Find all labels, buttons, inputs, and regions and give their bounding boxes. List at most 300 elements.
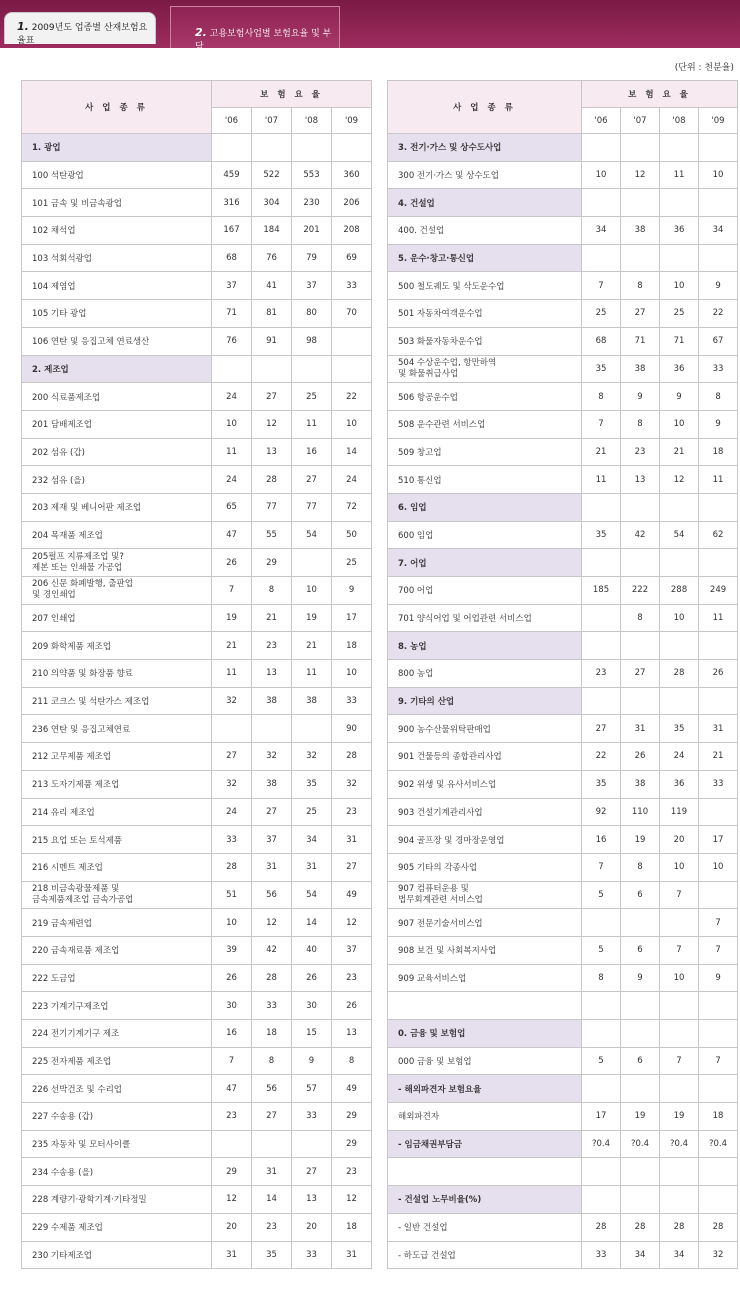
category-row [388, 1186, 738, 1214]
rate-cell [660, 549, 699, 577]
rate-cell: 10 [332, 660, 372, 688]
rate-cell: 31 [292, 853, 332, 881]
rate-cell: 288 [660, 577, 699, 605]
category-row [22, 355, 372, 383]
industry-name: 909 교육서비스업 [388, 964, 582, 992]
industry-name: 106 연탄 및 응집고체 연료생산 [22, 327, 212, 355]
rate-cell [621, 1020, 660, 1048]
rate-cell: 31 [332, 1241, 372, 1269]
table-row [22, 1186, 372, 1214]
rate-cell: 35 [582, 355, 621, 383]
rates-table-left [21, 80, 372, 1269]
rate-cell: 208 [332, 217, 372, 245]
table-row [22, 410, 372, 438]
rate-cell [582, 632, 621, 660]
rate-cell [582, 1158, 621, 1186]
table-row [388, 964, 738, 992]
rate-cell: 41 [252, 272, 292, 300]
industry-name: 224 전기기계기구 제조 [22, 1020, 212, 1048]
table-row [22, 1241, 372, 1269]
table-row [388, 383, 738, 411]
industry-name: 400. 건설업 [388, 217, 582, 245]
rate-cell: 24 [212, 798, 252, 826]
rate-cell: 33 [699, 355, 738, 383]
rate-cell: 26 [212, 549, 252, 577]
rate-cell [212, 1130, 252, 1158]
rate-cell: 8 [699, 383, 738, 411]
industry-name [388, 1158, 582, 1186]
rate-cell: 10 [582, 161, 621, 189]
rate-cell: 553 [292, 161, 332, 189]
table-row [388, 881, 738, 909]
rate-cell: 18 [332, 1213, 372, 1241]
rate-cell: 16 [582, 826, 621, 854]
table-row [388, 936, 738, 964]
rate-cell: 17 [582, 1103, 621, 1131]
rate-cell [621, 134, 660, 162]
rate-cell: 12 [252, 410, 292, 438]
rate-cell: 22 [582, 743, 621, 771]
category-name: - 건설업 노무비율(%) [388, 1186, 582, 1214]
rate-cell [699, 1075, 738, 1103]
table-row [22, 604, 372, 632]
rate-cell: 37 [332, 936, 372, 964]
rate-cell: 38 [621, 355, 660, 383]
rate-cell: 40 [292, 936, 332, 964]
rate-cell: 38 [621, 770, 660, 798]
industry-name: 203 제재 및 베니어판 제조업 [22, 493, 212, 521]
rate-cell: 7 [699, 936, 738, 964]
rate-cell: 54 [660, 521, 699, 549]
table-row [22, 438, 372, 466]
tab-employment-insurance[interactable] [170, 6, 340, 52]
rate-cell: 7 [212, 1047, 252, 1075]
rate-cell: 38 [292, 687, 332, 715]
rate-cell [582, 1075, 621, 1103]
rate-cell: 19 [212, 604, 252, 632]
category-row [22, 134, 372, 162]
industry-name: 904 골프장 및 경마장운영업 [388, 826, 582, 854]
industry-name: - 일반 건설업 [388, 1213, 582, 1241]
rate-cell: 47 [212, 1075, 252, 1103]
rate-cell: 32 [212, 770, 252, 798]
rate-cell: 23 [332, 1158, 372, 1186]
rates-table-right [387, 80, 738, 1269]
rate-cell: 37 [292, 272, 332, 300]
rate-cell: 19 [660, 1103, 699, 1131]
left-rows [22, 134, 372, 1269]
category-row [388, 189, 738, 217]
header-rate: 보 험 요 율 [582, 81, 738, 108]
rate-cell [582, 909, 621, 937]
rate-cell: 39 [212, 936, 252, 964]
industry-name-line2: 금속제품제조업 금속가공업 [32, 894, 134, 905]
rate-cell: 18 [699, 1103, 738, 1131]
rate-cell: 24 [212, 466, 252, 494]
rate-cell: 19 [292, 604, 332, 632]
category-row [388, 687, 738, 715]
industry-name: 102 채석업 [22, 217, 212, 245]
rate-cell [582, 493, 621, 521]
rate-cell: 25 [660, 300, 699, 328]
rate-cell: 33 [582, 1241, 621, 1269]
rate-cell: 18 [252, 1020, 292, 1048]
rate-cell [582, 992, 621, 1020]
rate-cell: 67 [699, 327, 738, 355]
rate-cell [660, 493, 699, 521]
industry-name: 226 선박건조 및 수리업 [22, 1075, 212, 1103]
rate-cell: 37 [212, 272, 252, 300]
rate-cell: 47 [212, 521, 252, 549]
table-row [22, 826, 372, 854]
industry-name: 해외파견자 [388, 1103, 582, 1131]
rate-cell: 26 [332, 992, 372, 1020]
industry-name [388, 992, 582, 1020]
rate-cell: 26 [621, 743, 660, 771]
industry-name: 232 섬유 (을) [22, 466, 212, 494]
table-row [22, 244, 372, 272]
rate-cell: 38 [252, 687, 292, 715]
rate-cell: 23 [212, 1103, 252, 1131]
table-row [388, 272, 738, 300]
rate-cell: 304 [252, 189, 292, 217]
industry-name: 506 항공운수업 [388, 383, 582, 411]
industry-name-line1: 907 컴퓨터운용 및 [398, 883, 469, 894]
rate-cell: 28 [660, 1213, 699, 1241]
header-year: '09 [699, 108, 738, 134]
industry-name: 105 기타 광업 [22, 300, 212, 328]
industry-name: 501 자동차여객운수업 [388, 300, 582, 328]
table-row [388, 604, 738, 632]
table-row [22, 272, 372, 300]
rate-cell: 51 [212, 881, 252, 909]
rate-cell: 68 [582, 327, 621, 355]
table-row [22, 881, 372, 909]
rate-cell: 10 [699, 853, 738, 881]
header-rate: 보 험 요 율 [212, 81, 372, 108]
industry-name: 901 건물등의 종합관리사업 [388, 743, 582, 771]
industry-name: 000 금융 및 보험업 [388, 1047, 582, 1075]
rate-cell: 12 [252, 909, 292, 937]
rate-cell: 14 [332, 438, 372, 466]
table-row [22, 466, 372, 494]
rate-cell [621, 549, 660, 577]
table-row [388, 715, 738, 743]
rate-cell [699, 1020, 738, 1048]
rate-cell: 11 [292, 660, 332, 688]
rate-cell: 110 [621, 798, 660, 826]
rate-cell: 50 [332, 521, 372, 549]
rate-cell [660, 632, 699, 660]
table-row [388, 355, 738, 383]
rate-cell [252, 1130, 292, 1158]
rate-cell: 21 [699, 743, 738, 771]
rate-cell [621, 244, 660, 272]
rate-cell: 34 [660, 1241, 699, 1269]
rate-cell: 13 [621, 466, 660, 494]
rate-cell [292, 549, 332, 577]
unit-label: (단위 : 천분율) [674, 63, 734, 73]
tab-industry-rates[interactable] [4, 12, 156, 44]
rate-cell: 28 [212, 853, 252, 881]
category-row [388, 1130, 738, 1158]
rate-cell: 26 [292, 964, 332, 992]
rate-cell: 23 [252, 1213, 292, 1241]
rate-cell: 5 [582, 881, 621, 909]
rate-cell: 21 [292, 632, 332, 660]
rate-cell [621, 632, 660, 660]
table-row [22, 1047, 372, 1075]
rate-cell: 222 [621, 577, 660, 605]
rate-cell: 12 [212, 1186, 252, 1214]
rate-cell: 33 [292, 1103, 332, 1131]
rate-cell [699, 881, 738, 909]
rate-cell: 90 [332, 715, 372, 743]
rate-cell: 230 [292, 189, 332, 217]
table-row [22, 992, 372, 1020]
rate-cell: 36 [660, 355, 699, 383]
industry-name: 209 화학제품 제조업 [22, 632, 212, 660]
rate-cell [699, 189, 738, 217]
rate-cell [582, 549, 621, 577]
rate-cell: 23 [621, 438, 660, 466]
header-year: '06 [212, 108, 252, 134]
table-row [388, 770, 738, 798]
industry-name: 227 수송용 (갑) [22, 1103, 212, 1131]
industry-name: 509 창고업 [388, 438, 582, 466]
table-row [22, 1158, 372, 1186]
rate-cell: 24 [332, 466, 372, 494]
industry-name: 508 운수관련 서비스업 [388, 410, 582, 438]
rate-cell [621, 1158, 660, 1186]
industry-name: 225 전자제품 제조업 [22, 1047, 212, 1075]
rate-cell [660, 134, 699, 162]
rate-cell: 21 [582, 438, 621, 466]
rate-cell: 42 [252, 936, 292, 964]
rate-cell: 201 [292, 217, 332, 245]
rate-cell: 10 [660, 410, 699, 438]
rate-cell: 32 [699, 1241, 738, 1269]
table-row [22, 549, 372, 577]
rate-cell: 81 [252, 300, 292, 328]
rate-cell: 28 [621, 1213, 660, 1241]
rate-cell: 56 [252, 881, 292, 909]
rate-cell: 20 [292, 1213, 332, 1241]
rate-cell: 9 [621, 964, 660, 992]
rate-cell: 23 [582, 660, 621, 688]
table-row [388, 161, 738, 189]
rate-cell: 65 [212, 493, 252, 521]
industry-name: 905 기타의 각종사업 [388, 853, 582, 881]
rate-cell: 25 [292, 798, 332, 826]
rate-cell: 10 [660, 272, 699, 300]
rate-cell: 31 [252, 1158, 292, 1186]
rate-cell: 31 [699, 715, 738, 743]
rate-cell: 35 [582, 770, 621, 798]
rate-cell: 31 [621, 715, 660, 743]
tab-label: 2009년도 업종별 산재보험요율표 [17, 23, 148, 46]
rate-cell: 71 [212, 300, 252, 328]
rate-cell: 316 [212, 189, 252, 217]
table-row [388, 743, 738, 771]
industry-name-line2: 및 화물취급사업 [398, 368, 459, 379]
rate-cell: 32 [212, 687, 252, 715]
rate-cell: 22 [332, 383, 372, 411]
rate-cell: 17 [699, 826, 738, 854]
category-name: 8. 농업 [388, 632, 582, 660]
table-row [388, 1241, 738, 1269]
rate-cell [292, 134, 332, 162]
industry-name: 503 화물자동차운수업 [388, 327, 582, 355]
table-row [22, 217, 372, 245]
rate-cell: 27 [621, 300, 660, 328]
rate-cell: 23 [252, 632, 292, 660]
industry-name: 222 도금업 [22, 964, 212, 992]
industry-name: 214 유리 제조업 [22, 798, 212, 826]
rate-cell: 9 [660, 383, 699, 411]
industry-name: 234 수송용 (을) [22, 1158, 212, 1186]
rate-cell: 10 [212, 410, 252, 438]
table-row [388, 909, 738, 937]
industry-name-line1: 504 수상운수업, 항만하역 [398, 357, 497, 368]
rate-cell: 24 [212, 383, 252, 411]
table-row [388, 410, 738, 438]
industry-name: 600 임업 [388, 521, 582, 549]
table-row [22, 660, 372, 688]
rate-cell: 167 [212, 217, 252, 245]
industry-name: 701 양식어업 및 어업관련 서비스업 [388, 604, 582, 632]
rate-cell [332, 327, 372, 355]
rate-cell: 33 [252, 992, 292, 1020]
table-row [22, 493, 372, 521]
category-name: 2. 제조업 [22, 355, 212, 383]
rate-cell: 21 [212, 632, 252, 660]
industry-name [22, 881, 212, 909]
rate-cell [699, 549, 738, 577]
rate-cell: 29 [212, 1158, 252, 1186]
rate-cell: 13 [252, 660, 292, 688]
industry-name: 216 시멘트 제조업 [22, 853, 212, 881]
table-row [22, 577, 372, 605]
rate-cell: 21 [252, 604, 292, 632]
table-row [22, 909, 372, 937]
industry-name: 212 고무제품 제조업 [22, 743, 212, 771]
tab-label: 고용보험사업별 보험요율 및 부담 [195, 29, 332, 52]
rate-cell [699, 992, 738, 1020]
rate-cell [699, 687, 738, 715]
industry-name: 510 통신업 [388, 466, 582, 494]
rate-cell [621, 909, 660, 937]
rate-cell: 6 [621, 936, 660, 964]
rate-cell: 35 [252, 1241, 292, 1269]
industry-name: 211 코크스 및 석탄가스 제조업 [22, 687, 212, 715]
rate-cell: 27 [292, 1158, 332, 1186]
category-name: 7. 어업 [388, 549, 582, 577]
industry-name [22, 549, 212, 577]
rate-cell: 27 [332, 853, 372, 881]
rate-cell: 11 [699, 466, 738, 494]
table-row [22, 964, 372, 992]
rate-cell: 7 [660, 1047, 699, 1075]
rate-cell: 19 [621, 826, 660, 854]
rate-cell: 27 [252, 798, 292, 826]
rate-cell: 71 [621, 327, 660, 355]
table-row [388, 300, 738, 328]
table-row [388, 660, 738, 688]
industry-name: 100 석탄광업 [22, 161, 212, 189]
rate-cell: 28 [252, 466, 292, 494]
industry-name: 215 요업 또는 토석제품 [22, 826, 212, 854]
rate-cell: 8 [621, 604, 660, 632]
rate-cell: 8 [621, 853, 660, 881]
rate-cell: 31 [332, 826, 372, 854]
rate-cell: 31 [252, 853, 292, 881]
rate-cell: 28 [332, 743, 372, 771]
rate-cell: 37 [252, 826, 292, 854]
rate-cell [252, 715, 292, 743]
table-row [388, 577, 738, 605]
rate-cell [660, 244, 699, 272]
rate-cell: 12 [660, 466, 699, 494]
rate-cell [292, 715, 332, 743]
rate-cell: 32 [292, 743, 332, 771]
header-category: 사 업 종 류 [388, 81, 582, 134]
rate-cell [699, 1158, 738, 1186]
rate-cell: 38 [621, 217, 660, 245]
rate-cell [212, 715, 252, 743]
rate-cell: 35 [292, 770, 332, 798]
industry-name: 902 위생 및 유사서비스업 [388, 770, 582, 798]
rate-cell: 10 [292, 577, 332, 605]
table-row [22, 1130, 372, 1158]
table-row [22, 632, 372, 660]
rate-cell: 34 [292, 826, 332, 854]
category-row [388, 244, 738, 272]
rate-cell: 26 [699, 660, 738, 688]
rate-cell: 33 [292, 1241, 332, 1269]
tab-number: 1. [17, 20, 29, 33]
rate-cell: 10 [660, 853, 699, 881]
rate-cell: 23 [332, 798, 372, 826]
rate-cell [699, 244, 738, 272]
rate-cell [332, 355, 372, 383]
table-row [22, 1103, 372, 1131]
rate-cell: 25 [582, 300, 621, 328]
rate-cell: 27 [252, 1103, 292, 1131]
rate-cell: 72 [332, 493, 372, 521]
industry-name: 104 제염업 [22, 272, 212, 300]
table-row [22, 687, 372, 715]
category-name: - 해외파견자 보험요율 [388, 1075, 582, 1103]
rate-cell [660, 1186, 699, 1214]
rate-cell: 21 [660, 438, 699, 466]
rate-cell: 54 [292, 521, 332, 549]
rate-cell: 16 [212, 1020, 252, 1048]
rate-cell: 10 [332, 410, 372, 438]
table-row [388, 992, 738, 1020]
industry-name [388, 881, 582, 909]
header-category: 사 업 종 류 [22, 81, 212, 134]
rate-cell: 33 [212, 826, 252, 854]
rate-cell: 92 [582, 798, 621, 826]
table-row [22, 161, 372, 189]
rate-cell [699, 1186, 738, 1214]
header-year: '07 [621, 108, 660, 134]
rate-cell: 14 [292, 909, 332, 937]
rate-cell: 29 [332, 1103, 372, 1131]
table-row [388, 438, 738, 466]
table-row [388, 1047, 738, 1075]
